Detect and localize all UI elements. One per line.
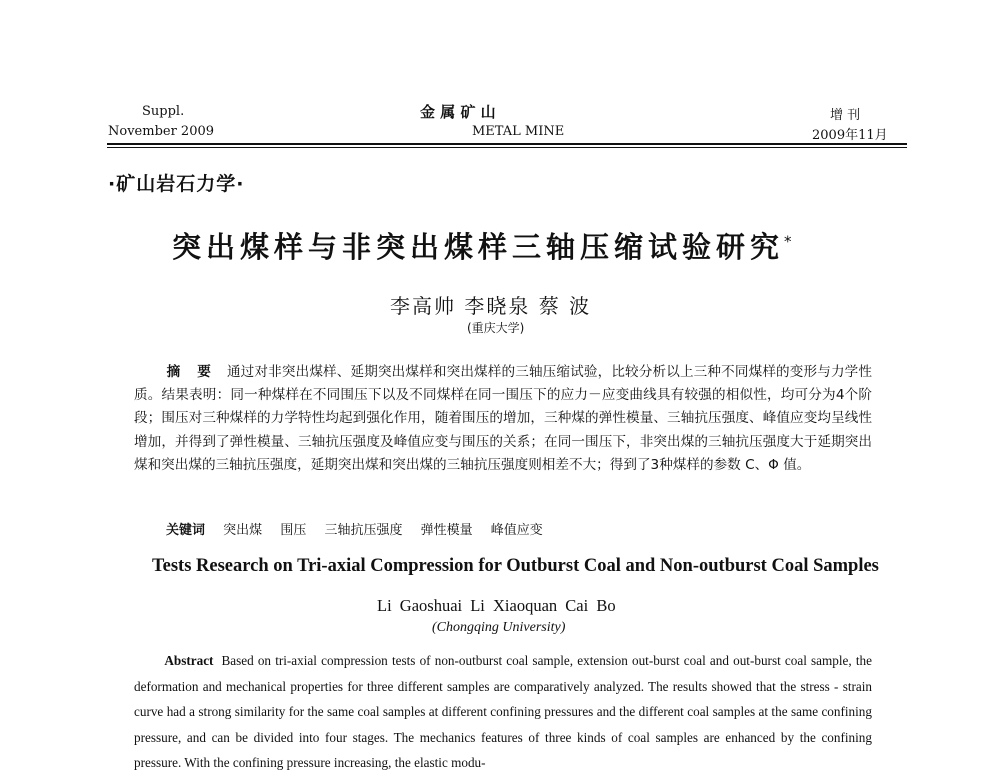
footnote-mark: * [784, 232, 797, 251]
column-label: ·矿山岩石力学· [108, 173, 245, 195]
authors-en: Li Gaoshuai Li Xiaoquan Cai Bo [377, 596, 616, 615]
paper-title-cn-text: 突出煤样与非突出煤样三轴压缩试验研究 [172, 230, 785, 264]
keyword-item: 弹性模量 [420, 523, 473, 538]
abstract-en [134, 648, 872, 776]
abstract-text-cn: 通过对非突出煤样、延期突出煤样和突出煤样的三轴压缩试验，比较分析以上三种不同煤样的变形与力学性质。结果表明：同一种煤样在不同围压下以及不同煤样在同一围压下的应力－应变曲线具有较强的相似性，均可分为4个阶段；围压对三种煤样的力学特性均起到强化作用，随着围压的增加，三种煤的弹性模量、三轴抗压强度、峰值应变均呈线性增加，并得到了弹性模量、三轴抗压强度及峰值应变与围压的关系；在同一围压下，非突出煤的三轴抗压强度大于延期突出煤和突出煤的三轴抗压强度，延期突出煤和突出煤的三轴抗压强度则相差不大；得到了3种煤样的参数 C、Φ 值。 [134, 364, 873, 473]
abstract-text-en: Based on tri-axial compression tests of non-outburst coal sample, extension out-burst coal and out-burst coal sample, the deformation and mechanical properties for three different samples are comparatively analyzed. The results showed that the stress - strain curve had a strong similarity for the same coal samples at different confining pressures and the different coal samples at the same confining pressure, and can be divided into four stages. The mechanics features of three kinds of coal samples are enhanced by the confining pressure. With the confining pressure increasing, the elastic modu- [134, 653, 872, 771]
affiliation-cn: (重庆大学) [467, 321, 525, 335]
authors-cn: 李高帅 李晓泉 蔡 波 [390, 294, 592, 318]
journal-name-en: METAL MINE [472, 124, 565, 139]
keywords-cn [166, 519, 557, 538]
abstract-cn [134, 361, 872, 477]
keyword-item: 突出煤 [223, 523, 263, 538]
keywords-label-cn: 关键词 [166, 523, 206, 538]
abstract-label-cn: 摘 要 [166, 364, 217, 380]
paper-title-en: Tests Research on Tri-axial Compression for Outburst Coal and Non-outburst Coal Samples [152, 556, 879, 576]
affiliation-en: (Chongqing University) [432, 620, 566, 635]
keyword-item: 围压 [280, 523, 307, 538]
supplement-label-cn: 增 刊 [830, 108, 861, 123]
paper-title-cn [172, 225, 797, 266]
journal-supplement-label: Suppl. [142, 104, 185, 119]
abstract-label-en: Abstract [164, 653, 214, 668]
keyword-item: 峰值应变 [490, 523, 543, 538]
header-rule-thin [107, 147, 907, 148]
keyword-item: 三轴抗压强度 [324, 523, 403, 538]
header-rule [107, 143, 907, 145]
issue-date-en: November 2009 [108, 124, 215, 139]
journal-name-cn: 金 属 矿 山 [420, 103, 496, 121]
issue-date-cn: 2009年11月 [812, 128, 888, 143]
